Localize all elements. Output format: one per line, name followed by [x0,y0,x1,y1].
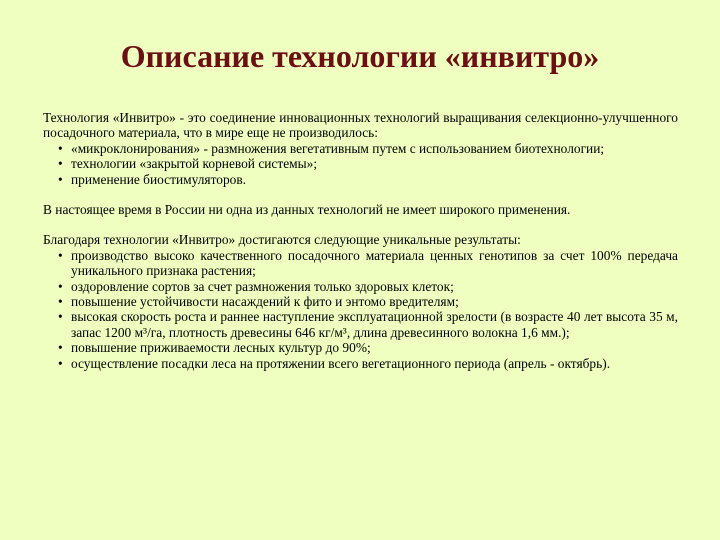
list-item-text: технологии «закрытой корневой системы»; [71,156,318,172]
bullet-icon: • [58,156,63,172]
bullet-icon: • [58,140,63,156]
bullet-icon: • [58,278,63,294]
list-item [43,309,678,340]
list-item [43,294,678,309]
list-item [43,279,678,294]
slide-content [43,110,678,371]
list-item-text: повышение приживаемости лесных культур до 90%; [71,340,371,356]
list-item-text: «микроклонирования» - размножения вегетативным путем с использованием биотехнологии; [71,140,605,156]
intro-paragraph: Технология «Инвитро» - это соединение инновационных технологий выращивания селекционно-улучшенного посадочного материала, что в мире еще не производилось: [43,110,678,141]
list-item-text: применение биостимуляторов. [71,171,246,187]
slide-title: Описание технологии «инвитро» [120,38,600,74]
bullet-icon: • [58,355,63,371]
bullet-icon: • [58,340,63,356]
list-item [43,340,678,355]
bullet-icon: • [58,171,63,187]
intro-bullet-list [43,141,678,187]
bullet-icon: • [58,247,63,263]
bullet-icon: • [58,294,63,310]
list-item [43,172,678,187]
list-item-text: повышение устойчивости насаждений к фито и энтомо вредителям; [71,294,459,310]
list-item [43,141,678,156]
list-item-text: производство высоко качественного посадочного материала ценных генотипов за счет 100% передача уникального признака растения; [71,247,678,279]
list-item-text: высокая скорость роста и раннее наступление эксплуатационной зрелости (в возрасте 40 лет высота 35 м, запас 1200 м³/га, плотность древесины 646 кг/м³, длина древесинного волокна 1,6 мм.); [71,309,678,340]
results-paragraph: Благодаря технологии «Инвитро» достигаются следующие уникальные результаты: [43,232,521,248]
list-item-text: осуществление посадки леса на протяжении всего вегетационного периода (апрель - октябрь). [71,355,611,371]
results-bullet-list [43,248,678,371]
bullet-icon: • [58,309,63,325]
current-state-paragraph: В настоящее время в России ни одна из данных технологий не имеет широкого применения. [43,202,571,218]
list-item [43,156,678,171]
list-item-text: оздоровление сортов за счет размножения только здоровых клеток; [71,278,454,294]
list-item [43,248,678,279]
list-item [43,356,678,371]
